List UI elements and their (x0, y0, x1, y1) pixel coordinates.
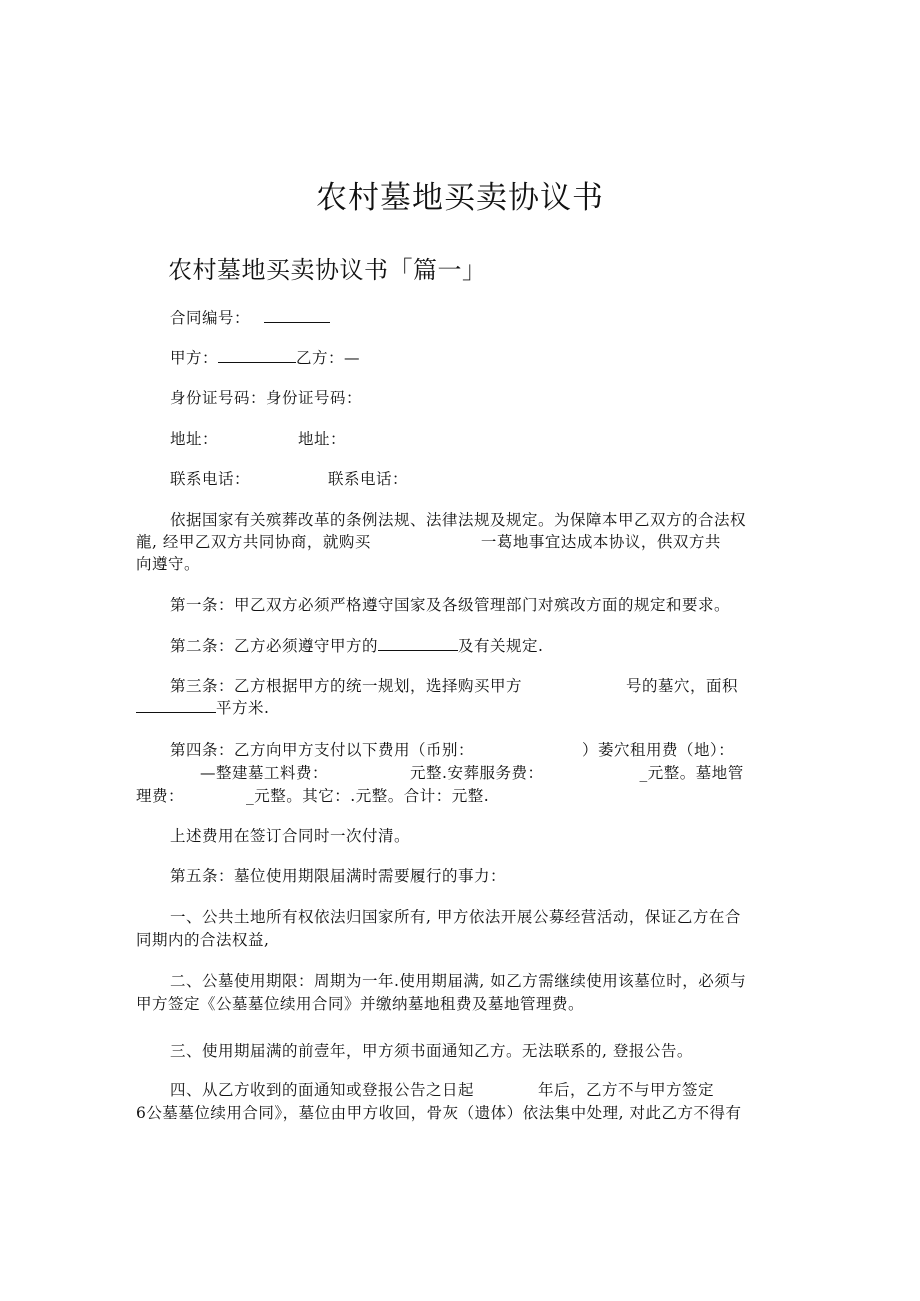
article-2: 第二条：乙方必须遵守甲方的 及有关规定. (170, 637, 544, 655)
item-1-line-1: 一、公共土地所有权依法归国家所有, 甲方依法开展公募经营活动，保证乙方在合 (170, 908, 741, 926)
address-a-label: 地址： (170, 430, 219, 448)
article-3-line-1: 第三条：乙方根据甲方的统一规划，选择购买甲方 号的墓穴，面积 (170, 677, 739, 695)
parties-line (170, 346, 360, 368)
phone-a-label: 联系电话： (170, 470, 251, 488)
item-1-line-2: 同期内的合法权益, (136, 931, 270, 949)
article-4-line-1: 第四条：乙方向甲方支付以下费用（币别： ）萎穴租用费（地）： (170, 741, 735, 759)
id-number-line: 身份证号码：身份证号码： (170, 389, 363, 407)
article-4-line-3: 理费： _元整。其它：.元整。合计：元整. (136, 787, 490, 805)
intro-paragraph-line-3: 向遵守。 (136, 555, 201, 573)
article-1: 第一条：甲乙双方必须严格遵守国家及各级管理部门对殡改方面的规定和要求。 (170, 596, 731, 614)
article-5: 第五条：墓位使用期限届满时需要履行的事力： (170, 867, 507, 885)
intro-paragraph-line-2: 龍, 经甲乙双方共同协商，就购买 一葛地事宜达成本协议，供双方共 (136, 533, 721, 551)
contract-number-blank (264, 308, 330, 323)
contract-number-line (170, 306, 330, 328)
article-3-line-2: 平方米. (136, 696, 269, 718)
address-b-label: 地址： (298, 430, 347, 448)
intro-paragraph-line-1: 依据国家有关殡葬改革的条例法规、法律法规及规定。为保障本甲乙双方的合法权 (170, 511, 747, 529)
article-3-area-blank (136, 698, 216, 713)
document-title: 农村墓地买卖协议书 (316, 180, 604, 216)
party-a-label: 甲方： (170, 349, 219, 367)
article-2-blank (378, 636, 458, 651)
party-a-blank (218, 348, 296, 363)
article-4-line-2: —整建墓工料费： 元整.安葬服务费： _元整。墓地管 (200, 764, 744, 782)
contract-number-label: 合同编号： (170, 309, 251, 327)
item-3: 三、使用期届满的前壹年，甲方须书面通知乙方。无法联系的, 登报公告。 (170, 1042, 693, 1060)
item-2-line-2: 甲方签定《公墓墓位续用合同》并缴纳墓地租费及墓地管理费。 (136, 995, 585, 1013)
item-4-line-2: 6公墓墓位续用合同》，墓位由甲方收回，骨灰（遗体）依法集中处理, 对此乙方不得有 (136, 1104, 742, 1122)
item-2-line-1: 二、公墓使用期限：周期为一年.使用期届满, 如乙方需继续使用该墓位时，必须与 (170, 972, 747, 990)
party-b-label: 乙方：— (296, 349, 361, 367)
fees-payment-note: 上述费用在签订合同时一次付清。 (170, 827, 411, 845)
section-heading: 农村墓地买卖协议书「篇一」 (168, 256, 487, 284)
phone-b-label: 联系电话： (328, 470, 409, 488)
item-4-line-1: 四、从乙方收到的面通知或登报公告之日起 年后，乙方不与甲方签定 (170, 1081, 715, 1099)
